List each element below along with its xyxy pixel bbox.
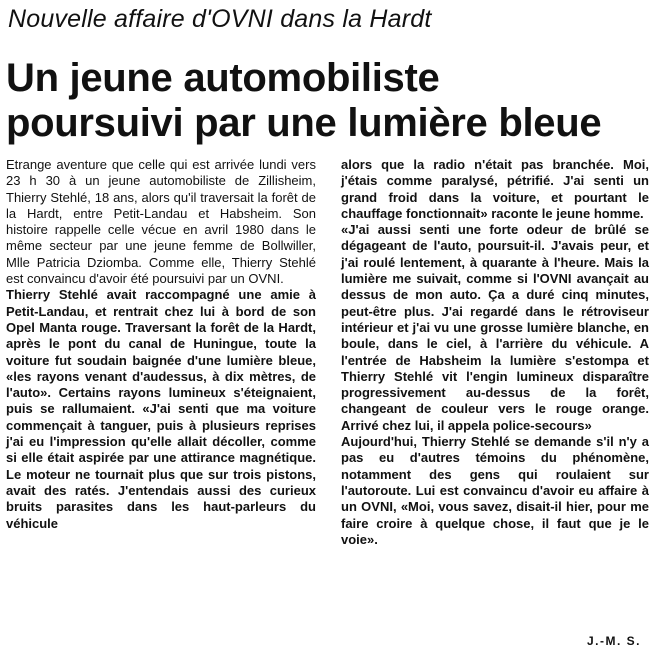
intro-paragraph: Etrange aventure que celle qui est arrivée lundi vers 23 h 30 à un jeune automobiliste de Zillisheim, Thierry Stehlé, 18 ans, alors qu'il traversait la forêt de la Hardt, entre Petit-Landau et Habsheim. Son histoire rappelle celle vécue en avril 1980 dans le même secteur par une jeune femme de Bollwiller, Mlle Patricia Dziomba. Comme elle, Thierry Stehlé est convaincu d'avoir été poursuivi par un OVNI. bbox=[6, 157, 316, 287]
headline-line-1: Un jeune automobiliste bbox=[6, 56, 440, 100]
body-paragraph: Thierry Stehlé avait raccompagné une amie à Petit-Landau, et rentrait chez lui à bord de son Opel Manta rouge. Traversant la forêt de la Hardt, après le pont du canal de Huningue, toute la voiture fut soudain baignée d'une lumière bleue, «les rayons venant d'audessus, à dix mètres, de l'auto». Certains rayons lumineux s'éteignaient, puis se rallumaient. «J'ai senti que ma voiture commençait à tanguer, puis à plusieurs reprises j'ai eu l'impression qu'elle allait décoller, comme si elle était aspirée par une attirance magnétique. Le moteur ne tournait plus que sur trois pistons, avait des ratés. J'entendais aussi des curieux bruits parasites dans les haut-parleurs du véhicule bbox=[6, 287, 316, 531]
article-headline bbox=[6, 56, 650, 146]
body-paragraph: «J'ai aussi senti une forte odeur de brûlé se dégageant de l'auto, poursuit-il. J'avais peur, et j'ai roulé lentement, à quarante à l'heure. Mais la lumière me suivait, comme si l'OVNI avançait au dessus de mon auto. Ça a duré cinq minutes, peut-être plus. J'ai regardé dans le rétroviseur intérieur et j'ai vu une grosse lumière blanche, en boule, dans le ciel, à l'arrière du véhicule. A l'entrée de Habsheim la lumière s'estompa et Thierry Stehlé vit l'engin lumineux disparaître progressivement au-dessus de la forêt, changeant de couleur vers le rouge orange. Arrivé chez lui, il appela police-secours» bbox=[341, 222, 649, 433]
headline-line-2: poursuivi par une lumière bleue bbox=[6, 101, 602, 145]
article-kicker: Nouvelle affaire d'OVNI dans la Hardt bbox=[8, 5, 432, 33]
left-column bbox=[6, 157, 316, 532]
right-column bbox=[341, 157, 649, 548]
author-signature: J.-M. S. bbox=[587, 634, 642, 648]
body-paragraph: alors que la radio n'était pas branchée. Moi, j'étais comme paralysé, pétrifié. J'ai senti un grand froid dans la voiture, et pourtant le chauffage fonctionnait» raconte le jeune homme. bbox=[341, 157, 649, 221]
body-paragraph: Aujourd'hui, Thierry Stehlé se demande s'il n'y a pas eu d'autres témoins du phénomène, notamment des gens qui roulaient sur l'autoroute. Lui est convaincu d'avoir eu affaire à un OVNI, «Moi, vous savez, disait-il hier, pour me faire croire à quelque chose, il faut que je le voie». bbox=[341, 434, 649, 547]
